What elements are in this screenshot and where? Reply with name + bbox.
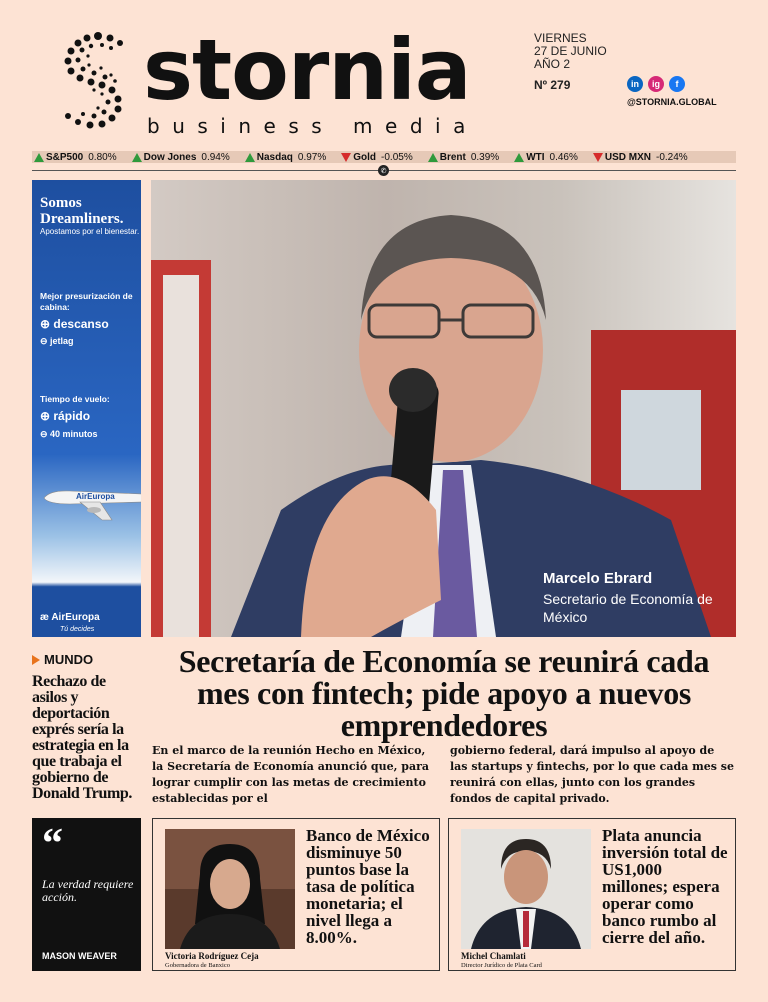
hero-illustration [151,180,736,637]
triangle-right-icon [32,655,40,665]
ticker-item [341,152,412,163]
portrait-photo [165,829,295,949]
ticker-item [428,152,499,163]
svg-text:AirEuropa: AirEuropa [76,492,115,501]
airline-advertisement[interactable] [32,180,141,637]
issue-day: VIERNES [534,31,587,45]
social-handle[interactable]: @STORNIA.GLOBAL [627,97,717,107]
airplane-icon [40,480,141,524]
ad-cabin-plus: ⊕ descanso [40,317,109,331]
down-arrow-icon [341,153,351,162]
ticker-value: -0.24% [656,151,688,163]
up-arrow-icon [132,153,142,162]
ticker-name: Dow Jones [143,151,197,163]
issue-year: AÑO 2 [534,57,571,71]
ad-flight-plus: ⊕ rápido [40,409,91,423]
down-arrow-icon [593,153,603,162]
ticker-name: Brent [439,151,466,163]
brand-title: stornia [143,21,471,119]
quote-author: MASON WEAVER [42,951,117,961]
up-arrow-icon [514,153,524,162]
ticker-name: USD MXN [604,151,652,163]
ticker-item [34,152,117,163]
main-story-col-1: En el marco de la reunión Hecho en México, la Secretaría de Economía anunció que, para lograr cumplir con las metas de crecimiento establecidas por el [152,744,430,805]
ticker-value: 0.97% [297,151,327,163]
ad-brand: æ AirEuropa [40,612,100,623]
ad-flight-minus: ⊖ 40 minutos [40,429,98,439]
ad-cabin-minus: ⊖ jetlag [40,336,74,346]
quote-box [32,818,141,971]
logo-mark-icon [58,28,128,132]
section-label-mundo[interactable]: MUNDO [32,652,93,667]
up-arrow-icon [428,153,438,162]
market-ticker [32,151,736,163]
card-person-name: Michel Chamlati [461,951,526,961]
ticker-value: -0.05% [381,151,413,163]
ticker-value: 0.46% [549,151,578,163]
ticker-item [245,152,326,163]
ticker-name: S&P500 [46,151,84,163]
main-headline[interactable]: Secretaría de Economía se reunirá cada mes con fintech; pide apoyo a nuevos emprendedores [178,643,710,743]
main-story-col-2: gobierno federal, dará impulso al apoyo de las startups y fintechs, por lo que cada mes se reunirá con ellas, junto con los grandes fondos de capital privado. [450,744,735,805]
portrait-photo [461,829,591,949]
ticker-name: WTI [526,151,545,163]
hero-caption-name: Marcelo Ebrard [543,570,653,587]
ticker-item [593,152,688,163]
instagram-icon[interactable]: ig [648,76,664,92]
up-arrow-icon [34,153,44,162]
hero-photo[interactable] [151,180,736,637]
facebook-icon[interactable]: f [669,76,685,92]
ticker-value: 0.80% [88,151,117,163]
ticker-name: Nasdaq [256,151,293,163]
ticker-item [514,152,578,163]
ad-flight-label: Tiempo de vuelo: [40,394,110,404]
phone-icon: ✆ [378,165,389,176]
card-person-name: Victoria Rodríguez Ceja [165,951,259,961]
ticker-name: Gold [353,151,377,163]
story-card-banxico[interactable] [152,818,440,971]
card-headline[interactable]: Plata anuncia inversión total de US1,000 millones; espera operar como banco rumbo al cierre del año. [602,826,728,947]
issue-number: Nº 279 [534,78,571,92]
card-headline[interactable]: Banco de México disminuye 50 puntos base la tasa de política monetaria; el nivel llega a 8.00%. [306,826,430,947]
issue-date: 27 DE JUNIO [534,44,607,58]
up-arrow-icon [245,153,255,162]
social-links [627,76,685,92]
quote-icon: “ [42,821,63,867]
ticker-item [132,152,230,163]
ad-headline: Somos Dreamliners. [40,195,124,227]
ad-subtitle: Apostamos por el bienestar. [40,227,140,236]
mundo-story[interactable]: Rechazo de asilos y deportación exprés sería la estrategia en la que trabaja el gobierno de Donald Trump. [32,673,133,802]
story-card-plata[interactable] [448,818,736,971]
quote-text: La verdad requiere acción. [42,877,134,904]
card-person-role: Director Jurídico de Plata Card [461,962,542,969]
ad-cabin-label: Mejor presurización de cabina: [40,291,133,312]
ticker-value: 0.39% [470,151,500,163]
ticker-value: 0.94% [201,151,230,163]
issue-info [534,32,607,92]
linkedin-icon[interactable]: in [627,76,643,92]
brand-subtitle: business media [147,114,478,138]
card-person-role: Gobernadora de Banxico [165,962,230,969]
ad-tagline: Tú decides [60,626,95,633]
hero-caption-role: Secretario de Economía de México [543,591,713,625]
